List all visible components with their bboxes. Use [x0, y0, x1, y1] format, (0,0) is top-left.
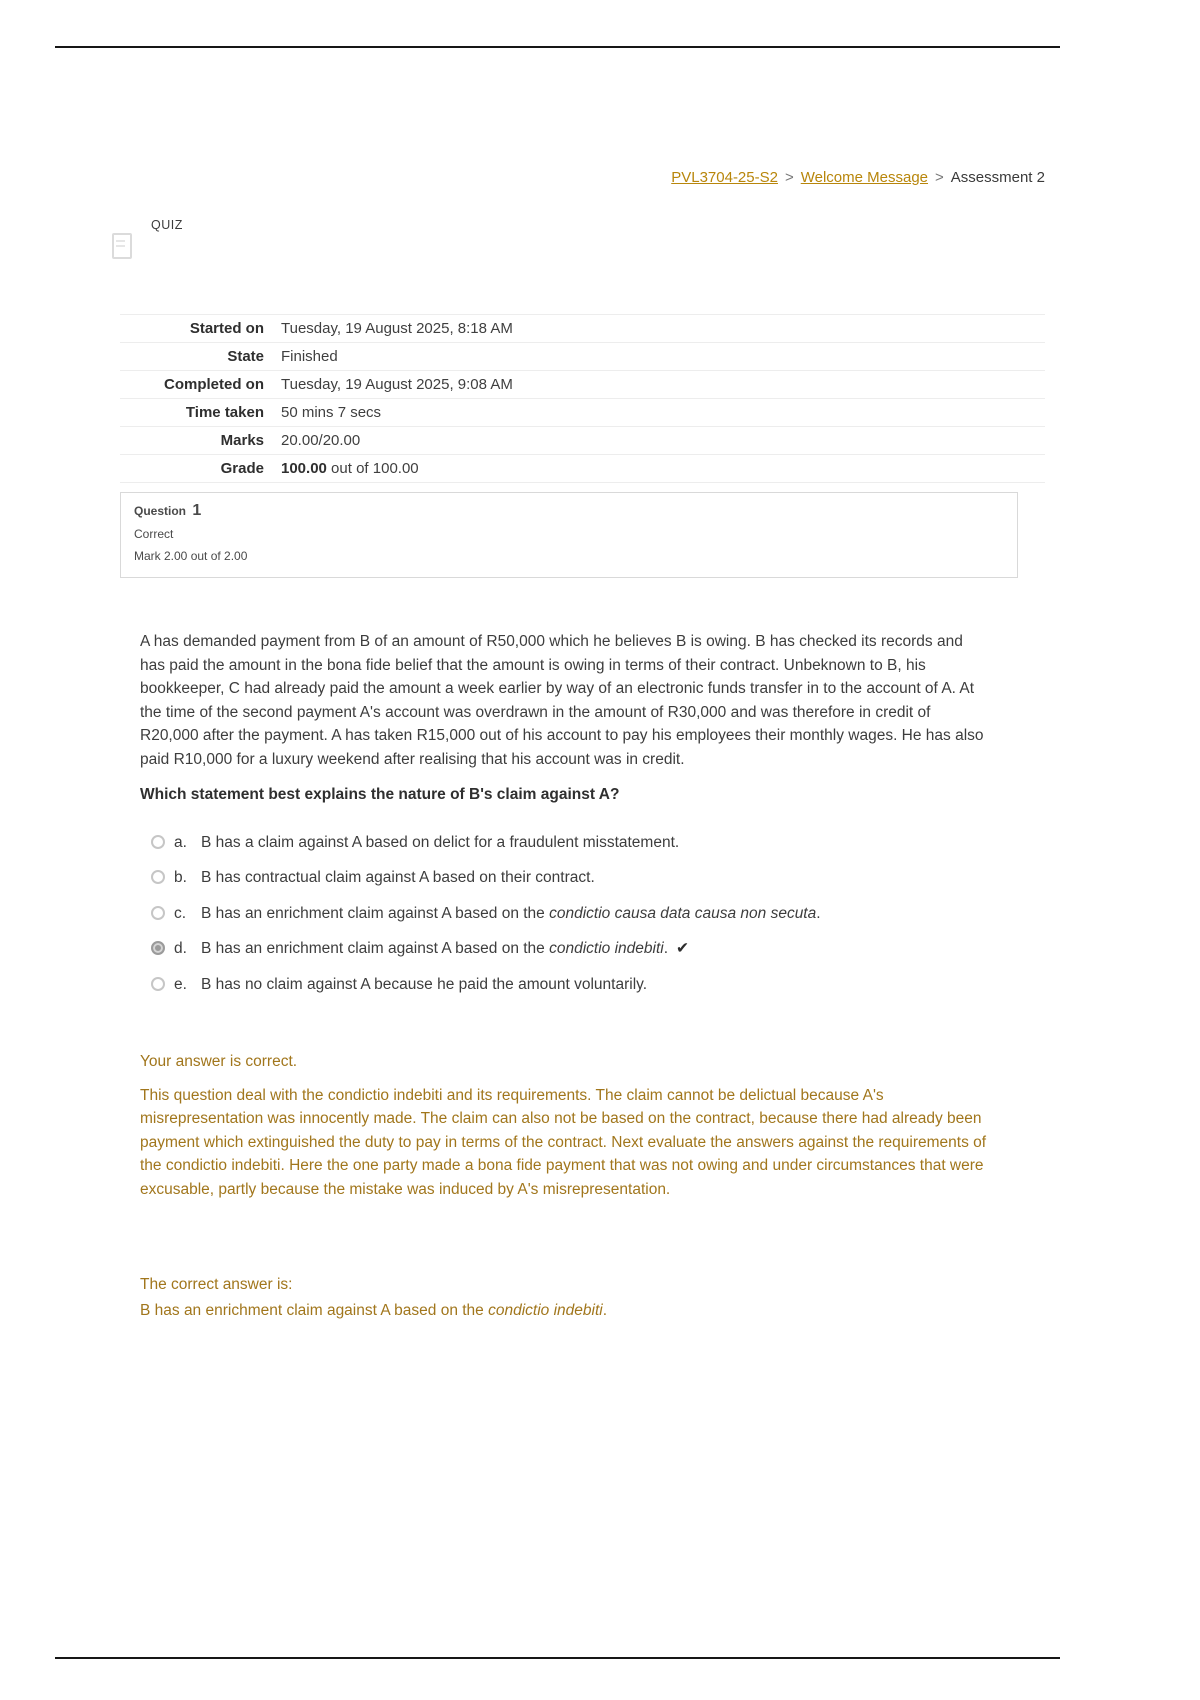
option-text-pre: B has an enrichment claim against A based on the — [201, 904, 550, 922]
radio-unselected-icon[interactable] — [151, 977, 165, 991]
option-text — [201, 831, 988, 855]
summary-value-text: 20.00/20.00 — [281, 432, 361, 449]
question-mark: Mark 2.00 out of 2.00 — [134, 549, 248, 563]
radio-unselected-icon[interactable] — [151, 906, 165, 920]
summary-label: State — [227, 348, 264, 365]
feedback-correct-line: Your answer is correct. — [140, 1053, 298, 1070]
summary-value-text: Tuesday, 19 August 2025, 9:08 AM — [281, 376, 513, 393]
option-text — [201, 937, 988, 961]
option-letter: e. — [174, 975, 187, 993]
question-label: Question — [134, 504, 187, 518]
correct-check-icon: ✔ — [676, 940, 690, 957]
option-text-pre: B has no claim against A because he paid the amount voluntarily. — [201, 975, 648, 993]
option-text-post: . — [816, 904, 821, 922]
breadcrumb-current: Assessment 2 — [950, 169, 1045, 186]
summary-value-bold: 100.00 — [281, 460, 327, 477]
answer-option-d-selected[interactable] — [140, 937, 988, 961]
summary-row-started-on — [120, 314, 1045, 342]
summary-value-text: out of 100.00 — [326, 460, 419, 477]
breadcrumb-link-section[interactable]: Welcome Message — [800, 169, 929, 186]
breadcrumb-separator: > — [784, 169, 794, 186]
bottom-divider — [55, 1657, 1060, 1659]
question-info-box — [120, 492, 1018, 578]
summary-row-completed-on — [120, 370, 1045, 398]
correct-answer-label: The correct answer is: — [140, 1276, 293, 1293]
summary-label: Marks — [220, 432, 264, 449]
summary-label: Completed on — [164, 376, 264, 393]
answer-option-b[interactable] — [140, 866, 988, 890]
summary-value — [281, 460, 1045, 477]
summary-row-time-taken — [120, 398, 1045, 426]
option-text-post: . — [663, 940, 669, 957]
answer-options — [140, 831, 988, 997]
summary-value — [281, 320, 1045, 337]
option-text-pre: B has contractual claim against A based on their contract. — [201, 869, 595, 886]
answer-option-c[interactable] — [140, 902, 988, 926]
summary-label: Grade — [220, 460, 264, 477]
option-text-latin: condictio causa data causa non secuta — [549, 904, 817, 922]
question-content — [140, 630, 988, 1322]
option-letter: c. — [174, 904, 187, 922]
option-text-pre: B has an enrichment claim against A based on the — [201, 940, 550, 957]
summary-value-text: 50 mins 7 secs — [281, 404, 382, 421]
option-letter: b. — [174, 869, 187, 886]
breadcrumb-separator: > — [935, 169, 944, 186]
radio-unselected-icon[interactable] — [151, 835, 165, 849]
option-letter: a. — [174, 833, 187, 851]
radio-unselected-icon[interactable] — [151, 870, 165, 884]
quiz-document-icon — [112, 233, 132, 259]
option-text-pre: B has a claim against A based on delict for a fraudulent misstatement. — [201, 833, 680, 851]
summary-label: Started on — [189, 320, 264, 337]
radio-selected-icon[interactable] — [151, 941, 165, 955]
summary-value — [281, 404, 1045, 421]
answer-option-e[interactable] — [140, 973, 988, 997]
question-body: A has demanded payment from B of an amount of R50,000 which he believes B is owing. B has checked its records and has paid the amount in the bona fide belief that the amount is owing in terms of their contract. Unbeknown to B, his bookkeeper, C had already paid the amount a week earlier by way of an electronic funds transfer in to the account of A. At the time of the second payment A's account was overdrawn in the amount of R30,000 and was therefore in credit of R20,000 after the payment. A has taken R15,000 out of his account to pay his employees their monthly wages. He has also paid R10,000 for a luxury weekend after realising that his account was in credit. — [140, 633, 984, 768]
summary-value — [281, 348, 1045, 365]
correct-answer-pre: B has an enrichment claim against A based on the — [140, 1301, 489, 1319]
summary-value — [281, 376, 1045, 393]
summary-row-grade — [120, 454, 1045, 483]
feedback-general-text: This question deal with the condictio indebiti and its requirements. The claim cannot be delictual because A's misrepresentation was innocently made. The claim can also not be based on the contract, because there had already been payment which extinguished the duty to pay in terms of the contract. Next evaluate the answers against the requirements of the condictio indebiti. Here the one party made a bona fide payment that was not owing and under circumstances that were excusable, partly because the mistake was induced by A's misrepresentation. — [140, 1086, 987, 1198]
correct-answer-text — [140, 1299, 988, 1323]
summary-row-marks — [120, 426, 1045, 454]
option-text — [201, 902, 988, 926]
quiz-label: QUIZ — [151, 218, 183, 232]
answer-option-a[interactable] — [140, 831, 988, 855]
summary-value — [281, 432, 1045, 449]
summary-row-state — [120, 342, 1045, 370]
summary-value-text: Finished — [281, 348, 338, 365]
question-prompt: Which statement best explains the nature of B's claim against A? — [140, 786, 620, 803]
correct-answer-latin: condictio indebiti — [488, 1301, 603, 1319]
option-text-latin: condictio indebiti — [549, 940, 664, 957]
question-number: 1 — [192, 502, 202, 519]
option-text — [201, 973, 988, 997]
breadcrumb-link-course[interactable]: PVL3704-25-S2 — [671, 169, 778, 186]
attempt-summary-table — [120, 314, 1045, 483]
breadcrumb — [55, 169, 1045, 186]
question-status: Correct — [134, 527, 174, 541]
summary-label: Time taken — [185, 404, 264, 421]
summary-value-text: Tuesday, 19 August 2025, 8:18 AM — [281, 320, 513, 337]
question-title — [134, 502, 1004, 520]
correct-answer-post: . — [602, 1301, 608, 1319]
top-divider — [55, 46, 1060, 48]
option-text — [201, 866, 988, 890]
feedback-block — [140, 1050, 988, 1322]
option-letter: d. — [174, 940, 187, 957]
